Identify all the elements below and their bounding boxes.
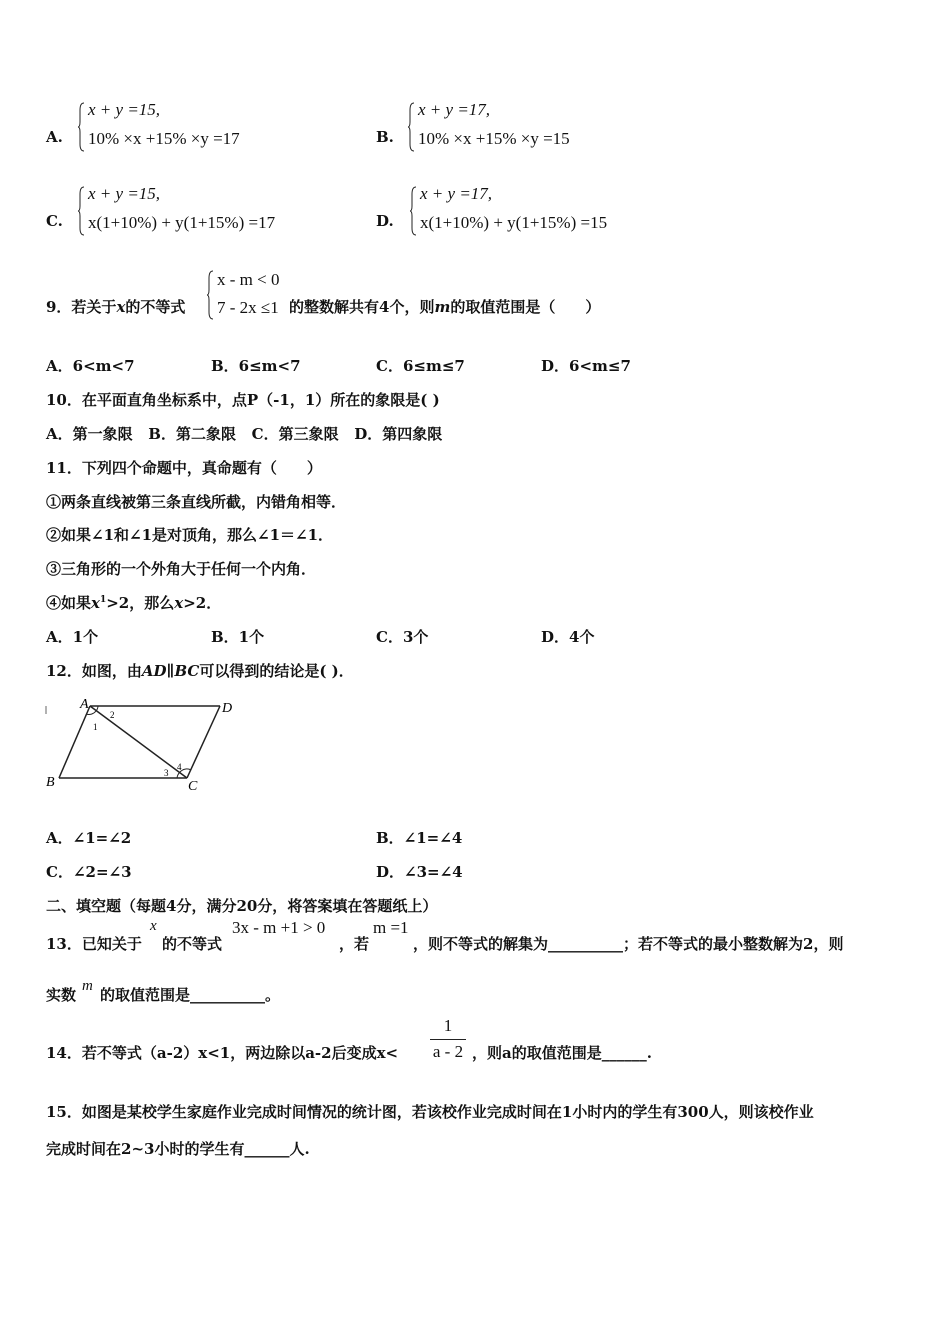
q13-post: ，则不等式的解集为__________；若不等式的最小整数解为2，则: [413, 935, 844, 953]
q9-sys-line2: 7 - 2x ≤1: [217, 298, 279, 317]
q8-option-c-label: C.: [46, 212, 63, 230]
q10-options: A．第一象限 B．第二象限 C．第三象限 D．第四象限: [46, 425, 443, 443]
q13-mid2: ，若: [339, 935, 370, 953]
q13-mid1: 的不等式: [162, 935, 223, 953]
q11-stem: 11．下列四个命题中，真命题有（ ）: [46, 459, 322, 477]
vertex-a-label: A: [80, 697, 89, 712]
q14-post: ，则a的取值范围是______.: [472, 1044, 652, 1062]
q9-option-c: C．6≤m≤7: [376, 357, 465, 375]
q15-line2: 完成时间在2~3小时的学生有______人.: [46, 1140, 310, 1158]
q8-option-a-system: [78, 100, 298, 158]
q12-option-a: A．∠1=∠2: [46, 829, 132, 847]
q8-a-line2: 10% ×x +15% ×y =17: [88, 129, 240, 148]
q8-b-line1: x + y =17,: [418, 100, 491, 119]
q12-stem-pre: 12．如图，由: [46, 662, 142, 680]
q8-b-line2: 10% ×x +15% ×y =15: [418, 129, 570, 148]
q9-sys-line1: x - m < 0: [217, 270, 280, 289]
q9-stem-end: 的取值范围是（ ）: [450, 298, 601, 316]
q9-stem-mid: 的不等式: [125, 298, 186, 316]
q8-option-b-label: B.: [376, 128, 394, 146]
q14-pre: 14．若不等式（a-2）x<1，两边除以a-2后变成x<: [46, 1044, 399, 1062]
q8-d-line1: x + y =17,: [420, 184, 493, 203]
q12-stem-post: 可以得到的结论是( )．: [199, 662, 354, 680]
q11-p4-pre: ④如果: [46, 594, 92, 612]
brace-icon: [78, 186, 85, 236]
angle-3-label: 3: [164, 768, 169, 778]
brace-icon: [207, 270, 214, 320]
q14-fraction-bar: [430, 1039, 466, 1040]
q13-inequality: 3x - m +1 > 0: [232, 918, 326, 937]
q12-stem: [46, 660, 354, 681]
brace-icon: [78, 102, 85, 152]
q13-line2-post: 的取值范围是__________。: [100, 986, 281, 1004]
brace-icon: [408, 102, 415, 152]
q9-stem-tail: [289, 296, 600, 317]
q12-option-c: C．∠2=∠3: [46, 863, 132, 881]
q9-var-m: m: [434, 298, 451, 316]
diagonal-ac: [90, 706, 187, 778]
q10-stem: 10．在平面直角坐标系中，点P（-1，1）所在的象限是( ): [46, 391, 440, 409]
q11-option-a: A．1个: [46, 628, 99, 646]
q8-c-line2: x(1+10%) + y(1+15%) =17: [88, 213, 276, 232]
q8-option-c-system: [78, 184, 318, 242]
q12-option-d: D．∠3=∠4: [376, 863, 463, 881]
q9-inequality-system: [207, 268, 297, 326]
q11-proposition-4: [46, 592, 221, 613]
q11-option-c: C．3个: [376, 628, 429, 646]
q13-pre: 13．已知关于: [46, 935, 142, 953]
vertex-d-label: D: [222, 701, 233, 716]
brace-icon: [410, 186, 417, 236]
q11-option-d: D．4个: [541, 628, 595, 646]
q13-var-m: m: [82, 978, 93, 994]
q13-line2-pre: 实数: [46, 986, 77, 1004]
q8-option-b-system: [408, 100, 628, 158]
q8-c-line1: x + y =15,: [88, 184, 161, 203]
q12-option-b: B．∠1=∠4: [376, 829, 463, 847]
q9-option-a: A．6<m<7: [46, 357, 135, 375]
section-2-title: 二、填空题（每题4分，满分20分，将答案填在答题纸上）: [46, 897, 438, 915]
angle-2-label: 2: [110, 710, 115, 720]
q9-stem-pre: 9．若关于: [46, 298, 117, 316]
q11-option-b: B．1个: [211, 628, 265, 646]
q8-a-line1: x + y =15,: [88, 100, 161, 119]
angle-4-label: 4: [177, 762, 182, 772]
q11-p4-sup: 1: [99, 595, 107, 605]
q12-stem-math: AD∥BC: [141, 662, 200, 680]
q11-p4-mid: >2，那么: [106, 594, 175, 612]
q8-option-d-system: [410, 184, 650, 242]
q11-p4-var2: x: [174, 594, 184, 612]
segment-ab: [59, 706, 90, 778]
q15-line1: 15．如图是某校学生家庭作业完成时间情况的统计图，若该校作业完成时间在1小时内的学生有300人，则该校作业: [46, 1103, 814, 1121]
q9-option-d: D．6<m≤7: [541, 357, 631, 375]
q13-condition: m =1: [373, 918, 409, 937]
vertex-b-label: B: [46, 775, 55, 790]
q13-var-x: x: [150, 918, 157, 934]
q9-option-b: B．6≤m<7: [211, 357, 301, 375]
q9-var-x: x: [116, 298, 126, 316]
segment-dc: [187, 706, 220, 778]
q8-d-line2: x(1+10%) + y(1+15%) =15: [420, 213, 608, 232]
q11-proposition-1: ①两条直线被第三条直线所截，内错角相等．: [46, 493, 347, 511]
angle-arc-3: [177, 772, 180, 778]
q14-fraction-denominator: a - 2: [432, 1042, 464, 1061]
angle-1-label: 1: [93, 722, 98, 732]
q11-proposition-3: ③三角形的一个外角大于任何一个内角．: [46, 560, 317, 578]
q11-p4-var: x: [91, 594, 100, 612]
q9-stem: [46, 296, 185, 317]
q11-proposition-2: ②如果∠1和∠1是对顶角，那么∠1＝∠1．: [46, 526, 334, 544]
q12-parallelogram-figure: [40, 694, 250, 794]
q11-p4-end: >2．: [183, 594, 222, 612]
vertex-c-label: C: [188, 779, 198, 794]
q9-stem-post: 的整数解共有4个，则: [289, 298, 435, 316]
q8-option-d-label: D.: [376, 212, 394, 230]
q14-fraction-numerator: 1: [443, 1016, 453, 1035]
q8-option-a-label: A.: [46, 128, 63, 146]
